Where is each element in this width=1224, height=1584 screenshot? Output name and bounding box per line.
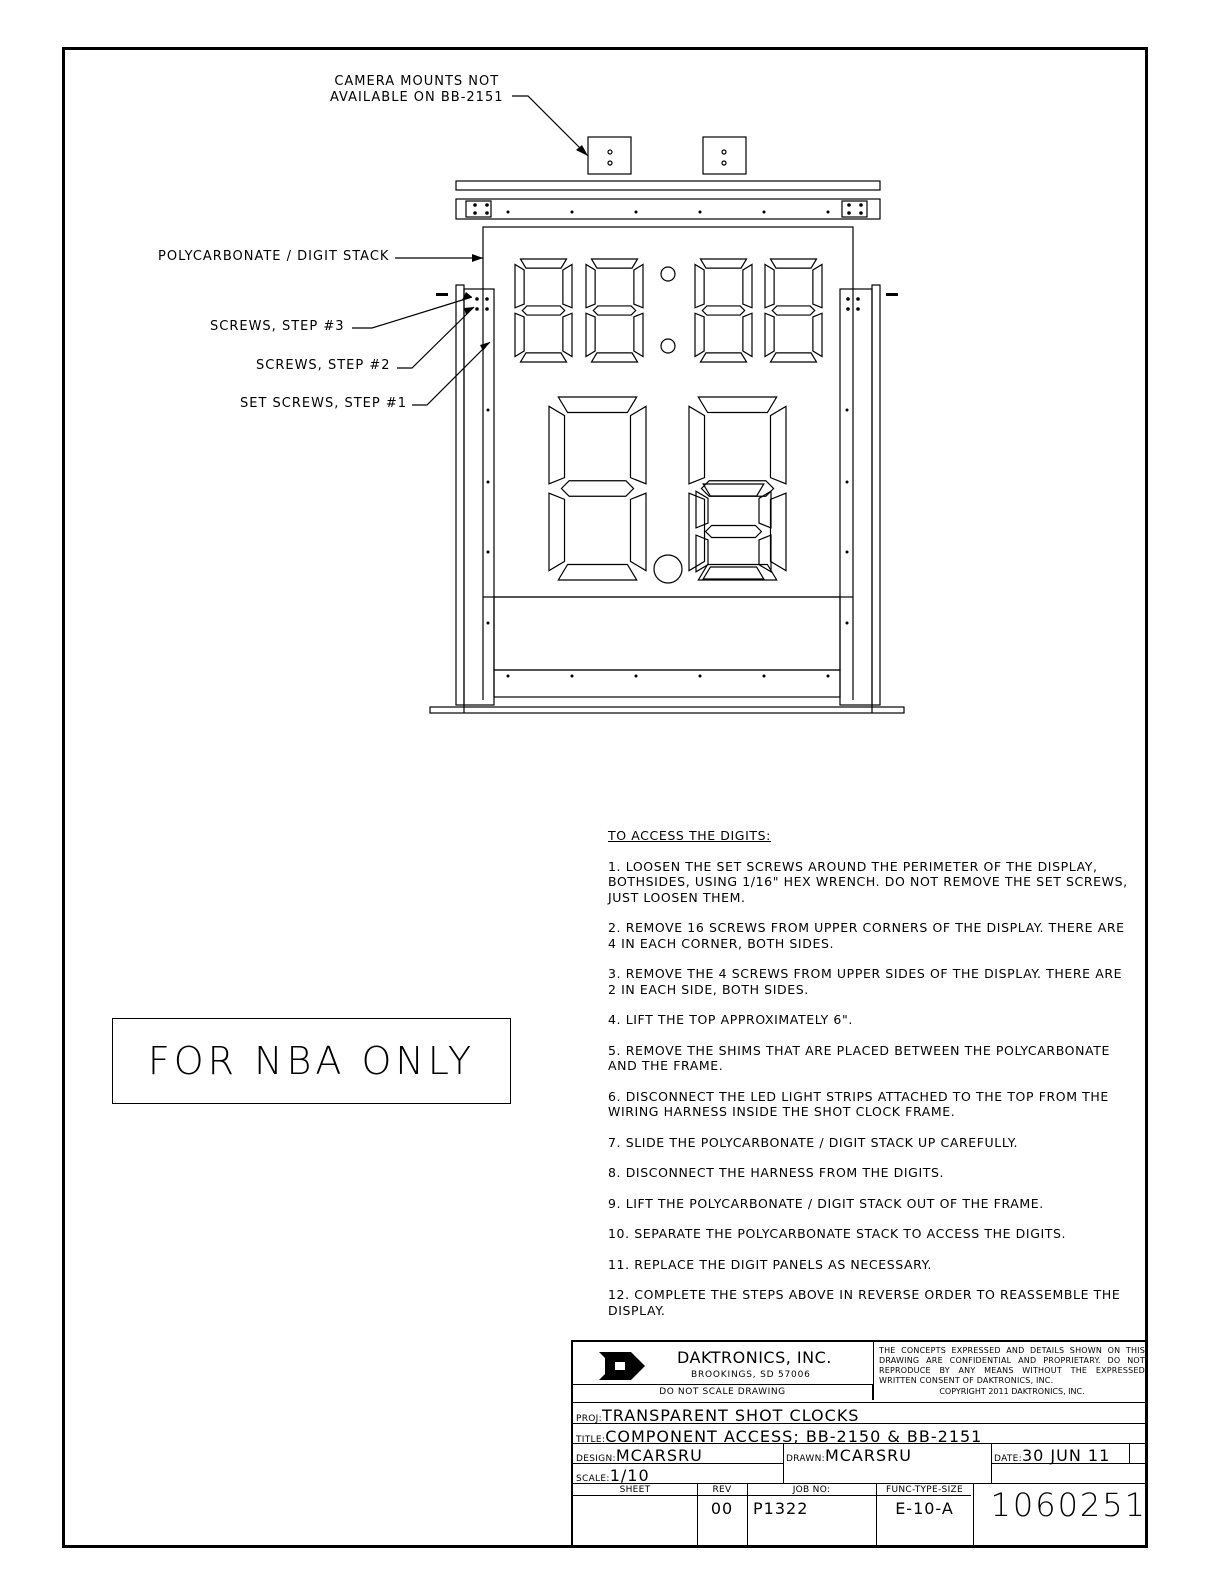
screw — [846, 409, 849, 412]
job-label: JOB NO: — [792, 1485, 831, 1495]
instruction-step: 3. REMOVE THE 4 SCREWS FROM UPPER SIDES OF THE DISPLAY. THERE ARE 2 IN EACH SIDE, BOTH SIDES. — [608, 966, 1123, 997]
polycarbonate-digit-stack — [483, 227, 853, 597]
set-screws-step1-callout: SET SCREWS, STEP #1 — [240, 396, 408, 411]
screw — [827, 211, 830, 214]
sheet-label: SHEET — [619, 1485, 651, 1495]
digit-segment — [689, 406, 705, 484]
screw — [699, 675, 702, 678]
screw — [859, 211, 863, 215]
top-cap — [456, 181, 880, 190]
instruction-step: 7. SLIDE THE POLYCARBONATE / DIGIT STACK UP CAREFULLY. — [608, 1134, 1019, 1150]
colon-dot-bottom — [661, 339, 675, 353]
screw — [475, 307, 479, 311]
screw — [856, 297, 860, 301]
digit-segment — [549, 493, 565, 571]
screw — [507, 211, 510, 214]
screw — [763, 675, 766, 678]
copyright: COPYRIGHT 2011 DAKTRONICS, INC. — [939, 1387, 1085, 1396]
drawing-number: 1060251 — [990, 1486, 1147, 1524]
digit-segment — [772, 306, 814, 315]
screw — [507, 675, 510, 678]
digit-segment — [700, 353, 746, 362]
design-value: MCARSRU — [615, 1446, 703, 1465]
drawn-value: MCARSRU — [824, 1446, 912, 1465]
screw — [487, 622, 490, 625]
screw — [571, 675, 574, 678]
digit-segment — [703, 567, 764, 579]
digit-segment — [701, 481, 773, 497]
digit-segment — [515, 313, 524, 356]
digit-segment — [770, 406, 786, 484]
company-name: DAKTRONICS, INC. — [677, 1348, 832, 1367]
do-not-scale: DO NOT SCALE DRAWING — [573, 1384, 873, 1400]
instruction-step: 5. REMOVE THE SHIMS THAT ARE PLACED BETWEEN THE POLYCARBONATE AND THE FRAME. — [608, 1042, 1110, 1073]
drawn-label: DRAWN: — [786, 1454, 825, 1464]
confidential-notice: THE CONCEPTS EXPRESSED AND DETAILS SHOWN ON THIS DRAWING ARE CONFIDENTIAL AND PROPRIETARY. DO NOT REPRODUCE BY ANY MEANS WITHOUT THE EXPRESSED WRITTEN CONSENT OF DAKTRONICS, INC. — [879, 1346, 1145, 1385]
digit-segment — [520, 259, 566, 268]
digit-segment — [630, 406, 646, 484]
digit-segment — [813, 264, 822, 307]
screws-step2-callout: SCREWS, STEP #2 — [256, 358, 391, 373]
screw — [846, 622, 849, 625]
camera-mount-left — [588, 137, 631, 174]
base-plate — [430, 707, 904, 713]
instruction-step: 9. LIFT THE POLYCARBONATE / DIGIT STACK OUT OF THE FRAME. — [608, 1195, 1044, 1211]
screw — [487, 409, 490, 412]
job-value: P1322 — [753, 1499, 809, 1518]
instruction-step: 6. DISCONNECT THE LED LIGHT STRIPS ATTACHED TO THE TOP FROM THE WIRING HARNESS INSIDE THE SHOT CLOCK FRAME. — [608, 1088, 1109, 1119]
instruction-step: 4. LIFT THE TOP APPROXIMATELY 6". — [608, 1012, 853, 1027]
digit-segment — [765, 264, 774, 307]
date-label: DATE: — [994, 1454, 1022, 1464]
instruction-step: 10. SEPARATE THE POLYCARBONATE STACK TO ACCESS THE DIGITS. — [608, 1226, 1067, 1241]
digit-segment — [706, 526, 762, 538]
screw — [846, 297, 850, 301]
screw — [856, 307, 860, 311]
screw — [473, 211, 477, 215]
left-side-frame — [456, 285, 464, 705]
decimal-point — [654, 555, 682, 583]
digit-segment — [813, 313, 822, 356]
screw — [635, 675, 638, 678]
polycarbonate-callout: POLYCARBONATE / DIGIT STACK — [158, 249, 390, 264]
date-value: 30 JUN 11 — [1021, 1446, 1111, 1465]
fts-label: FUNC-TYPE-SIZE — [886, 1485, 963, 1495]
screw — [846, 481, 849, 484]
digit-segment — [743, 313, 752, 356]
screws-step3-callout: SCREWS, STEP #3 — [210, 319, 345, 334]
screw — [847, 203, 851, 207]
digit-segment — [696, 535, 708, 572]
digit-segment — [695, 313, 704, 356]
digit-segment — [689, 493, 705, 571]
rev-label: REV — [712, 1485, 732, 1495]
screw — [635, 211, 638, 214]
title-value: COMPONENT ACCESS; BB-2150 & BB-2151 — [605, 1427, 983, 1446]
digit-segment — [558, 564, 636, 580]
digit-segment — [702, 306, 744, 315]
instructions-heading: TO ACCESS THE DIGITS: — [608, 828, 771, 843]
screw — [859, 203, 863, 207]
digit-segment — [515, 264, 524, 307]
screw — [699, 211, 702, 214]
screw — [475, 297, 479, 301]
digit-segment — [558, 397, 636, 413]
colon-dot-top — [661, 267, 675, 281]
screw — [571, 211, 574, 214]
digit-segment — [765, 313, 774, 356]
instruction-step: 8. DISCONNECT THE HARNESS FROM THE DIGITS. — [608, 1165, 945, 1180]
digit-segment — [634, 264, 643, 307]
digit-segment — [549, 406, 565, 484]
instruction-step: 12. COMPLETE THE STEPS ABOVE IN REVERSE ORDER TO REASSEMBLE THE DISPLAY. — [608, 1287, 1121, 1318]
digit-segment — [561, 481, 633, 497]
camera-mounts-callout — [330, 74, 504, 106]
screw — [846, 307, 850, 311]
digit-segment — [695, 264, 704, 307]
screw — [485, 307, 489, 311]
rev-value: 00 — [710, 1499, 734, 1518]
digit-segment — [770, 353, 816, 362]
proj-label: PROJ: — [576, 1414, 602, 1424]
title-label: TITLE: — [576, 1435, 606, 1445]
digit-segment — [586, 313, 595, 356]
screw — [487, 551, 490, 554]
screw — [827, 675, 830, 678]
digit-segments — [515, 259, 822, 580]
digit-segment — [700, 259, 746, 268]
screw — [763, 211, 766, 214]
digit-segment — [759, 535, 771, 572]
title-block — [571, 1340, 1148, 1548]
digit-segment — [770, 259, 816, 268]
digit-segment — [634, 313, 643, 356]
screw — [847, 211, 851, 215]
instruction-step: 1. LOOSEN THE SET SCREWS AROUND THE PERIMETER OF THE DISPLAY, BOTHSIDES, USING 1/16" HEX WRENCH. DO NOT REMOVE THE SET SCREWS, JUST LOOSEN THEM. — [608, 858, 1128, 905]
digit-segment — [770, 493, 786, 571]
digit-segment — [698, 397, 776, 413]
digit-segment — [630, 493, 646, 571]
screw — [485, 297, 489, 301]
digit-segment — [593, 306, 635, 315]
company-location: BROOKINGS, SD 57006 — [691, 1370, 811, 1380]
digit-segment — [520, 353, 566, 362]
screw — [487, 481, 490, 484]
proj-value: TRANSPARENT SHOT CLOCKS — [601, 1406, 860, 1425]
digit-segment — [522, 306, 564, 315]
camera-mount-right — [703, 137, 746, 174]
design-label: DESIGN: — [576, 1454, 616, 1464]
digit-segment — [563, 264, 572, 307]
fts-value: E-10-A — [895, 1499, 954, 1518]
instruction-step: 2. REMOVE 16 SCREWS FROM UPPER CORNERS OF THE DISPLAY. THERE ARE 4 IN EACH CORNER, BOTH SIDES. — [608, 920, 1125, 951]
daktronics-logo — [595, 1350, 647, 1386]
screw — [473, 203, 477, 207]
scale-value: 1/10 — [609, 1466, 650, 1485]
digit-segment — [703, 484, 764, 496]
top-rail — [456, 199, 880, 219]
digit-segment — [743, 264, 752, 307]
right-side-frame — [872, 285, 880, 705]
scale-label: SCALE: — [576, 1474, 610, 1484]
instructions — [608, 828, 1128, 1333]
screw — [846, 551, 849, 554]
digit-segment — [591, 353, 637, 362]
screw — [485, 203, 489, 207]
camera-callout-line2: AVAILABLE ON BB-2151 — [330, 90, 504, 105]
digit-segment — [591, 259, 637, 268]
instruction-step: 11. REPLACE THE DIGIT PANELS AS NECESSARY. — [608, 1256, 932, 1272]
camera-callout-line1: CAMERA MOUNTS NOT — [334, 74, 500, 89]
digit-segment — [586, 264, 595, 307]
digit-segment — [563, 313, 572, 356]
nba-only-label: FOR NBA ONLY — [112, 1018, 511, 1104]
screw — [485, 211, 489, 215]
